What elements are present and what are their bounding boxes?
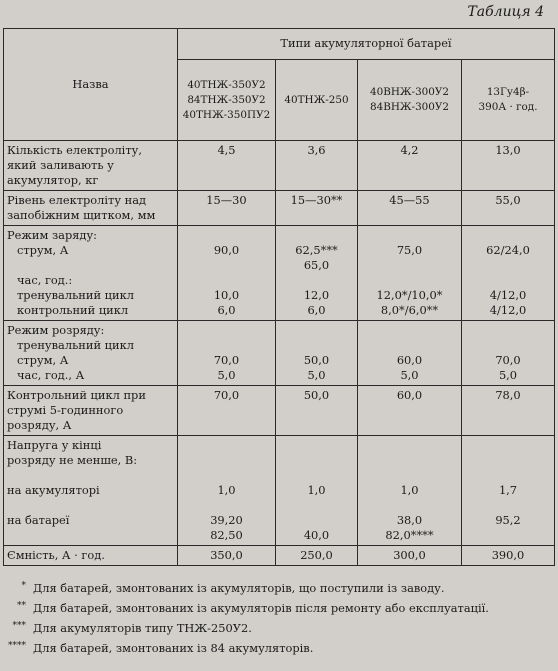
- battery-specs-table: [3, 28, 555, 566]
- table-caption: Таблиця 4: [467, 4, 544, 20]
- footnote: **** Для батарей, змонтованих із 84 акумуляторів.: [8, 641, 314, 655]
- header-name: Назва: [4, 29, 178, 141]
- header-type-2: 40ТНЖ-250: [276, 60, 358, 141]
- row-capacity: Ємність, А · год. 350,0 250,0 300,0 390,0: [4, 546, 555, 566]
- row-electrolyte-qty: Кількість електроліту, який заливають у акумулятор, кг 4,5 3,6 4,2 13,0: [4, 141, 555, 191]
- footnote: *** Для акумуляторів типу ТНЖ-250У2.: [12, 621, 252, 635]
- row-discharge-mode: Режим розряду: тренувальний цикл струм, А час, год., А 70,0 5,0 50,0 5,0 60,0 5,0 70,0 5,0: [4, 321, 555, 386]
- footnote: ** Для батарей, змонтованих із акумуляторів після ремонту або експлуатації.: [17, 601, 489, 615]
- header-type-1: 40ТНЖ-350У2 84ТНЖ-350У2 40ТНЖ-350ПУ2: [178, 60, 276, 141]
- row-electrolyte-level: Рівень електроліту над запобіжним щитком, мм 15—30 15—30** 45—55 55,0: [4, 191, 555, 226]
- row-voltage: Напруга у кінці розряду не менше, В: на акумуляторі на батареї 1,0 39,20 82,50 1,0 40,0 1,0 38,0 82,0**** 1,7 95,2: [4, 436, 555, 546]
- row-charge-mode: Режим заряду: струм, А час, год.: тренувальний цикл контрольний цикл 90,0 10,0 6,0 62,5*** 65,0 12,0 6,0 75,0 12,0*/10,0* 8,0*/6,0** 62/24,0 4/12,0 4/12,0: [4, 226, 555, 321]
- header-group: Типи акумуляторної батареї: [178, 29, 555, 60]
- header-type-3: 40ВНЖ-300У2 84ВНЖ-300У2: [358, 60, 462, 141]
- row-control-cycle: Контрольний цикл при струмі 5-годинного розряду, А 70,0 50,0 60,0 78,0: [4, 386, 555, 436]
- header-type-4: 13Гу4β- 390А · год.: [462, 60, 555, 141]
- footnotes: [0, 578, 558, 658]
- footnote: * Для батарей, змонтованих із акумуляторів, що поступили із заводу.: [21, 581, 445, 595]
